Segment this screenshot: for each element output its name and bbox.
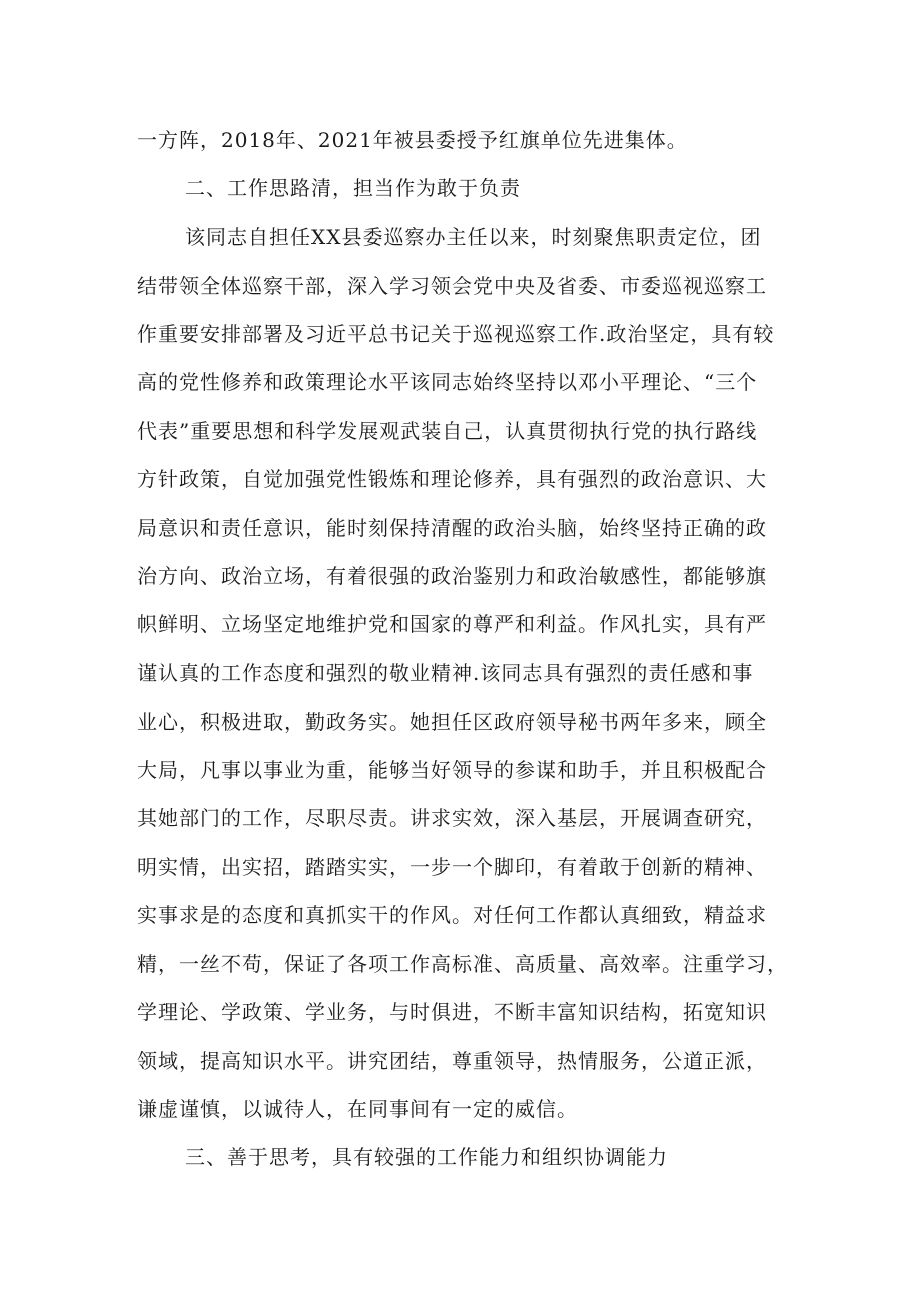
document-body	[137, 0, 792, 1301]
paragraph-line: 方针政策，自觉加强党性锻炼和理论修养，具有强烈的政治意识、大	[137, 467, 767, 491]
paragraph-line: 作重要安排部署及习近平总书记关于巡视巡察工作.政治坚定，具有较	[137, 322, 775, 346]
paragraph-line: 其她部门的工作，尽职尽责。讲求实效，深入基层，开展调查研究，	[137, 806, 767, 830]
paragraph-line: 结带领全体巡察干部，深入学习领会党中央及省委、市委巡视巡察工	[137, 274, 767, 298]
paragraph-line: 精，一丝不苟，保证了各项工作高标准、高质量、高效率。注重学习，	[137, 952, 788, 976]
paragraph-line: 大局，凡事以事业为重，能够当好领导的参谋和助手，并且积极配合	[137, 758, 767, 782]
section-heading-2: 二、工作思路清，担当作为敢于负责	[185, 176, 521, 200]
paragraph-line: 领域，提高知识水平。讲究团结，尊重领导，热情服务，公道正派，	[137, 1049, 767, 1073]
paragraph-line: 治方向、政治立场，有着很强的政治鉴别力和政治敏感性，都能够旗	[137, 564, 767, 588]
section-heading-3: 三、善于思考，具有较强的工作能力和组织协调能力	[185, 1145, 668, 1169]
paragraph-last-line: 谦虚谨慎，以诚待人，在同事间有一定的威信。	[137, 1097, 578, 1121]
paragraph-first-line: 该同志自担任XX县委巡察办主任以来，时刻聚焦职责定位，团	[185, 225, 762, 249]
paragraph-line: 代表”重要思想和科学发展观武装自己，认真贯彻执行党的执行路线	[137, 419, 758, 443]
paragraph-continuation-line: 一方阵，2018年、2021年被县委授予红旗单位先进集体。	[137, 128, 688, 152]
paragraph-line: 帜鲜明、立场坚定地维护党和国家的尊严和利益。作风扎实，具有严	[137, 612, 767, 636]
paragraph-line: 学理论、学政策、学业务，与时俱进，不断丰富知识结构，拓宽知识	[137, 1000, 767, 1024]
paragraph-line: 高的党性修养和政策理论水平该同志始终坚持以邓小平理论、“三个	[137, 370, 758, 394]
paragraph-line: 局意识和责任意识，能时刻保持清醒的政治头脑，始终坚持正确的政	[137, 516, 767, 540]
paragraph-line: 明实情，出实招，踏踏实实，一步一个脚印，有着敢于创新的精神、	[137, 855, 767, 879]
paragraph-line: 业心，积极进取，勤政务实。她担任区政府领导秘书两年多来，顾全	[137, 710, 767, 734]
paragraph-line: 实事求是的态度和真抓实干的作风。对任何工作都认真细致，精益求	[137, 903, 767, 927]
paragraph-line: 谨认真的工作态度和强烈的敬业精神.该同志具有强烈的责任感和事	[137, 661, 754, 685]
